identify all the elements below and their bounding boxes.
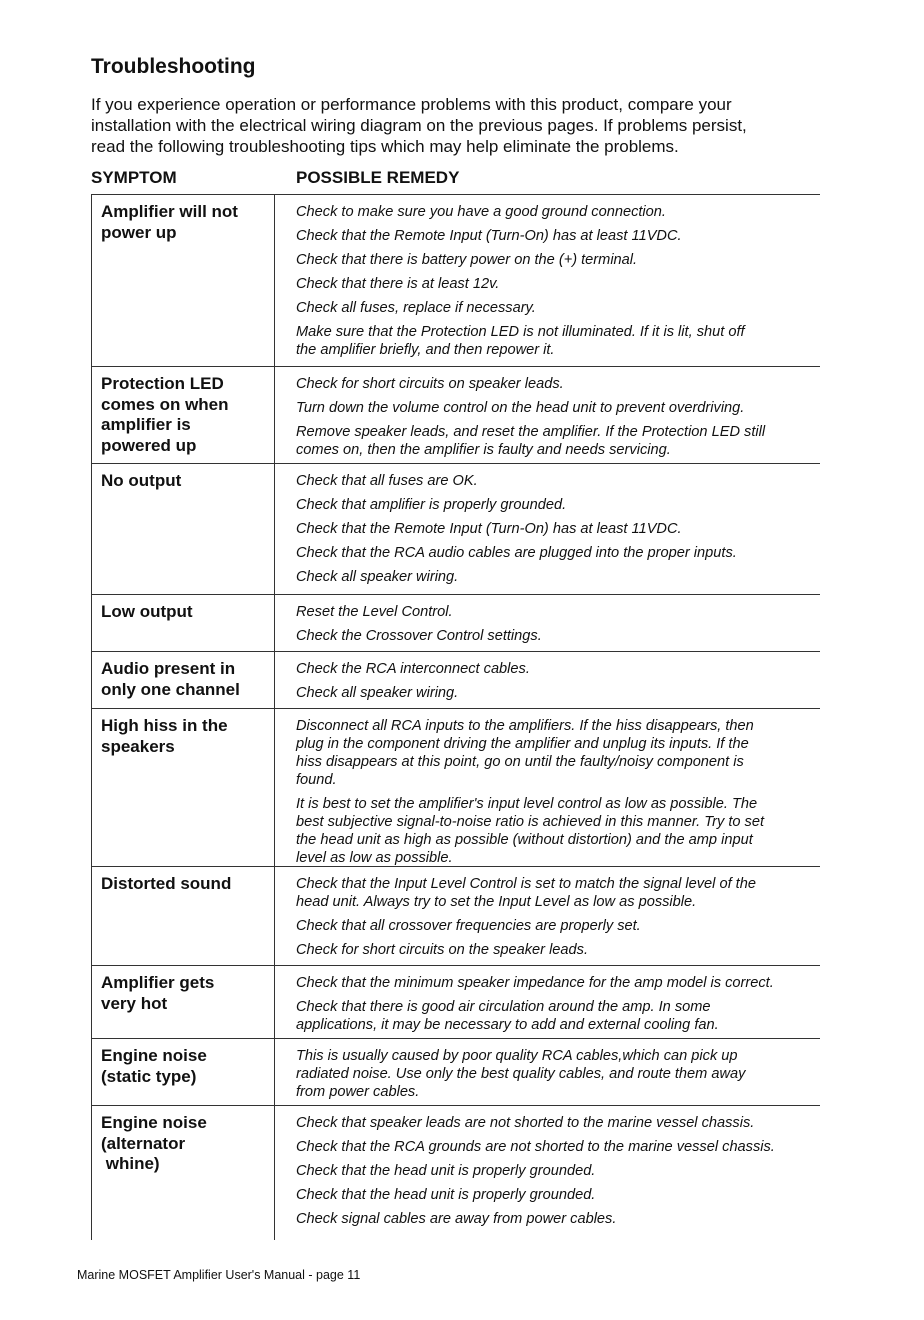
- remedy-item: Check all speaker wiring.: [296, 569, 459, 585]
- remedy-item: Check that the Remote Input (Turn-On) has at least 11VDC.: [296, 228, 682, 244]
- remedy-item: Check that there is battery power on the (+) terminal.: [296, 252, 638, 268]
- remedy-item: Check for short circuits on speaker leads.: [296, 376, 564, 392]
- table-row: [91, 1106, 820, 1240]
- troubleshooting-table: [91, 194, 820, 1240]
- remedy-item: Check that the head unit is properly grounded.: [296, 1163, 596, 1179]
- remedy-item: Check that the Input Level Control is set to match the signal level of the head unit. Always try to set the Input Level as low as possible.: [296, 876, 756, 910]
- symptom-cell: Low output: [101, 602, 193, 621]
- table-row: [91, 1039, 820, 1106]
- remedy-item: Check all speaker wiring.: [296, 685, 459, 701]
- page-title: Troubleshooting: [91, 55, 256, 78]
- table-row: [91, 709, 820, 867]
- remedy-item: Check the RCA interconnect cables.: [296, 661, 530, 677]
- remedy-item: Check that there is at least 12v.: [296, 276, 500, 292]
- remedy-item: This is usually caused by poor quality RCA cables,which can pick up radiated noise. Use only the best quality cables, and route them away from power cables.: [296, 1048, 746, 1100]
- remedy-item: Check that speaker leads are not shorted to the marine vessel chassis.: [296, 1115, 755, 1131]
- remedy-item: Check that there is good air circulation around the amp. In some applications, it may be necessary to add and external cooling fan.: [296, 999, 719, 1033]
- table-row: [91, 464, 820, 595]
- remedy-cell: [274, 867, 856, 965]
- remedy-cell: [274, 709, 856, 866]
- remedy-cell: [274, 1039, 856, 1105]
- symptom-cell: Engine noise (static type): [101, 1046, 207, 1086]
- remedy-item: Check all fuses, replace if necessary.: [296, 300, 536, 316]
- remedy-cell: [274, 966, 856, 1038]
- remedy-item: Check that the RCA audio cables are plugged into the proper inputs.: [296, 545, 737, 561]
- remedy-item: Check that all crossover frequencies are properly set.: [296, 918, 641, 934]
- intro-text: [91, 94, 851, 157]
- table-row: [91, 195, 820, 367]
- intro-line: If you experience operation or performance problems with this product, compare your: [91, 95, 732, 114]
- remedy-item: Check signal cables are away from power cables.: [296, 1211, 617, 1227]
- symptom-header: SYMPTOM: [91, 168, 177, 187]
- remedy-item: Check the Crossover Control settings.: [296, 628, 542, 644]
- remedy-item: It is best to set the amplifier's input level control as low as possible. The best subjective signal-to-noise ratio is achieved in this manner. Try to set the head unit as high as possible (without distortion) and the amp input level as low as possible.: [296, 796, 765, 866]
- symptom-cell: Distorted sound: [101, 874, 232, 893]
- symptom-cell: Protection LED comes on when amplifier is powered up: [101, 374, 229, 455]
- remedy-item: Reset the Level Control.: [296, 604, 453, 620]
- table-row: [91, 966, 820, 1039]
- remedy-cell: [274, 464, 856, 594]
- table-row: [91, 595, 820, 652]
- remedy-cell: [274, 652, 856, 708]
- intro-line: read the following troubleshooting tips which may help eliminate the problems.: [91, 137, 679, 156]
- remedy-item: Turn down the volume control on the head unit to prevent overdriving.: [296, 400, 745, 416]
- remedy-cell: [274, 595, 856, 651]
- remedy-item: Check that the Remote Input (Turn-On) has at least 11VDC.: [296, 521, 682, 537]
- table-row: [91, 652, 820, 709]
- remedy-header: POSSIBLE REMEDY: [296, 168, 460, 187]
- symptom-cell: Amplifier gets very hot: [101, 973, 215, 1013]
- remedy-item: Check that amplifier is properly grounded.: [296, 497, 567, 513]
- remedy-item: Check that the head unit is properly grounded.: [296, 1187, 596, 1203]
- remedy-cell: [274, 195, 856, 366]
- remedy-item: Check for short circuits on the speaker leads.: [296, 942, 589, 958]
- symptom-cell: Audio present in only one channel: [101, 659, 240, 699]
- symptom-cell: High hiss in the speakers: [101, 716, 228, 756]
- table-row: [91, 367, 820, 464]
- symptom-cell: Engine noise (alternator whine): [101, 1113, 207, 1173]
- remedy-item: Check that all fuses are OK.: [296, 473, 478, 489]
- remedy-item: Check to make sure you have a good ground connection.: [296, 204, 666, 220]
- remedy-cell: [274, 1106, 856, 1240]
- remedy-item: Disconnect all RCA inputs to the amplifiers. If the hiss disappears, then plug in the component driving the amplifier and unplug its inputs. If the hiss disappears at this point, go on until the faulty/noisy component is found.: [296, 718, 754, 788]
- page-footer: Marine MOSFET Amplifier User's Manual - page 11: [77, 1268, 361, 1282]
- remedy-item: Make sure that the Protection LED is not illuminated. If it is lit, shut off the amplifier briefly, and then repower it.: [296, 324, 745, 358]
- table-row: [91, 867, 820, 966]
- intro-line: installation with the electrical wiring diagram on the previous pages. If problems persist,: [91, 116, 747, 135]
- remedy-cell: [274, 367, 856, 463]
- remedy-item: Check that the RCA grounds are not shorted to the marine vessel chassis.: [296, 1139, 775, 1155]
- symptom-cell: No output: [101, 471, 182, 490]
- remedy-item: Check that the minimum speaker impedance for the amp model is correct.: [296, 975, 774, 991]
- symptom-cell: Amplifier will not power up: [101, 202, 238, 242]
- remedy-item: Remove speaker leads, and reset the amplifier. If the Protection LED still comes on, then the amplifier is faulty and needs servicing.: [296, 424, 766, 458]
